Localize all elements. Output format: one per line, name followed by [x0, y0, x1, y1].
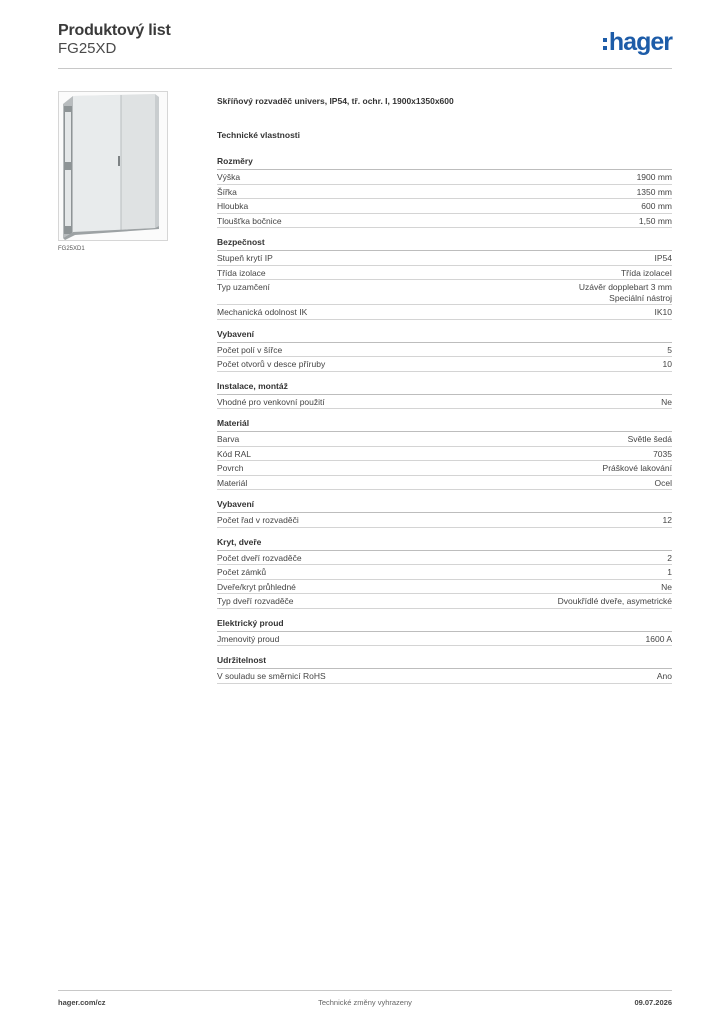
- property-group: [217, 418, 672, 490]
- footer-website: hager.com/cz: [58, 998, 106, 1007]
- footer-date: 09.07.2026: [634, 998, 672, 1007]
- property-value: [655, 478, 672, 489]
- property-row: [217, 476, 672, 491]
- property-value-line: Speciální nástroj: [609, 292, 672, 303]
- property-value-line: 1,50 mm: [638, 215, 672, 226]
- property-row: [217, 280, 672, 305]
- property-row: [217, 185, 672, 200]
- property-label: V souladu se směrnicí RoHS: [217, 671, 326, 681]
- logo-text: hager: [608, 28, 672, 56]
- property-value: [661, 397, 672, 408]
- property-row: [217, 343, 672, 358]
- property-value: [637, 187, 672, 198]
- enclosure-illustration-icon: [59, 92, 167, 240]
- product-code: FG25XD: [58, 40, 117, 57]
- product-image: [58, 91, 168, 241]
- property-label: Počet polí v šířce: [217, 344, 283, 355]
- property-label: Šířka: [217, 186, 237, 197]
- property-group: [217, 156, 672, 228]
- property-value-line: Práškové lakování: [602, 463, 672, 473]
- group-title: Kryt, dveře: [217, 537, 672, 551]
- property-value-line: 1: [667, 567, 672, 577]
- property-label: Dveře/kryt průhledné: [217, 581, 296, 592]
- section-title: Technické vlastnosti: [217, 130, 300, 140]
- property-value: [637, 172, 672, 183]
- property-value-line: Ne: [661, 581, 672, 592]
- property-value: [653, 449, 672, 460]
- property-label: Třída izolace: [217, 267, 266, 278]
- property-row: [217, 565, 672, 580]
- property-value-line: 10: [662, 359, 672, 369]
- property-group: [217, 381, 672, 410]
- property-label: Materiál: [217, 477, 248, 488]
- property-row: [217, 199, 672, 214]
- footer-notice: Technické změny vyhrazeny: [318, 998, 412, 1007]
- property-value: [579, 282, 672, 303]
- property-group: [217, 329, 672, 372]
- property-value: [657, 671, 672, 682]
- property-row: [217, 251, 672, 266]
- group-title: Instalace, montáž: [217, 381, 672, 395]
- property-label: Počet řad v rozvaděči: [217, 515, 299, 525]
- property-row: [217, 305, 672, 320]
- hager-logo: [603, 28, 672, 56]
- property-value-line: 12: [662, 515, 672, 525]
- property-row: [217, 513, 672, 528]
- property-value: [558, 596, 672, 607]
- property-row: [217, 266, 672, 281]
- property-value: [603, 463, 672, 474]
- property-row: [217, 170, 672, 185]
- property-value: [661, 582, 672, 593]
- image-caption: FG25XD1: [58, 246, 85, 252]
- property-label: Stupeň krytí IP: [217, 253, 273, 263]
- property-value-line: Dvoukřídlé dveře, asymetrické: [557, 596, 672, 606]
- footer-divider: [58, 990, 672, 991]
- property-label: Počet zámků: [217, 567, 267, 577]
- property-row: [217, 551, 672, 566]
- property-value-line: 1600 A: [645, 633, 672, 644]
- property-value-line: 1350 mm: [636, 186, 672, 197]
- property-row: [217, 395, 672, 410]
- group-title: Vybavení: [217, 499, 672, 513]
- property-value: [667, 567, 672, 578]
- page-footer: [58, 998, 672, 1010]
- property-value-line: 2: [667, 552, 672, 563]
- property-label: Kód RAL: [217, 448, 252, 459]
- property-label: Mechanická odolnost IK: [217, 307, 308, 317]
- group-title: Rozměry: [217, 156, 672, 170]
- property-group: [217, 655, 672, 684]
- property-value-line: 5: [667, 344, 672, 355]
- property-value: [655, 253, 673, 264]
- property-value-line: IK10: [654, 307, 672, 317]
- page-header: [58, 22, 672, 70]
- property-value: [621, 268, 672, 279]
- property-value-line: IP54: [654, 253, 672, 263]
- group-title: Elektrický proud: [217, 618, 672, 632]
- property-groups: [217, 156, 672, 684]
- property-group: [217, 618, 672, 647]
- property-label: Typ uzamčení: [217, 282, 270, 292]
- logo-dots-icon: [603, 38, 607, 50]
- property-value-line: Třída izolaceI: [620, 267, 672, 278]
- property-row: [217, 357, 672, 372]
- property-value: [639, 216, 672, 227]
- property-label: Počet dveří rozvaděče: [217, 552, 302, 563]
- property-value: [667, 553, 672, 564]
- group-title: Vybavení: [217, 329, 672, 343]
- property-value: [646, 634, 672, 645]
- property-group: [217, 537, 672, 609]
- property-label: Výška: [217, 172, 241, 182]
- property-value-line: Světle šedá: [627, 434, 672, 444]
- property-value-line: 600 mm: [641, 201, 672, 211]
- property-value: [663, 359, 672, 370]
- property-value-line: Ano: [656, 671, 672, 681]
- property-label: Typ dveří rozvaděče: [217, 596, 294, 606]
- group-title: Bezpečnost: [217, 237, 672, 251]
- property-value-line: 1900 mm: [636, 172, 672, 182]
- property-value-line: Ne: [661, 396, 672, 407]
- property-value: [667, 345, 672, 356]
- property-value: [655, 307, 673, 318]
- property-label: Tloušťka bočnice: [217, 215, 282, 226]
- property-row: [217, 432, 672, 447]
- property-row: [217, 461, 672, 476]
- property-group: [217, 237, 672, 320]
- group-title: Materiál: [217, 418, 672, 432]
- property-label: Barva: [217, 434, 240, 444]
- header-divider: [58, 68, 672, 69]
- technical-sheet: [217, 96, 672, 684]
- property-row: [217, 669, 672, 684]
- property-value-line: Uzávěr dopplebart 3 mm: [578, 282, 672, 292]
- property-label: Povrch: [217, 463, 244, 473]
- group-title: Udržitelnost: [217, 655, 672, 669]
- property-value-line: 7035: [653, 448, 672, 459]
- property-row: [217, 447, 672, 462]
- property-row: [217, 214, 672, 229]
- property-label: Jmenovitý proud: [217, 633, 280, 644]
- product-name: Skříňový rozvaděč univers, IP54, tř. ochr. I, 1900x1350x600: [217, 96, 454, 106]
- property-value: [663, 515, 672, 526]
- document-title: Produktový list: [58, 22, 171, 39]
- property-value-line: Ocel: [654, 477, 672, 488]
- property-row: [217, 632, 672, 647]
- property-value: [641, 201, 672, 212]
- property-row: [217, 580, 672, 595]
- property-value: [628, 434, 672, 445]
- property-label: Vhodné pro venkovní použití: [217, 396, 325, 407]
- property-row: [217, 594, 672, 609]
- property-label: Počet otvorů v desce příruby: [217, 359, 326, 369]
- property-group: [217, 499, 672, 528]
- property-label: Hloubka: [217, 201, 249, 211]
